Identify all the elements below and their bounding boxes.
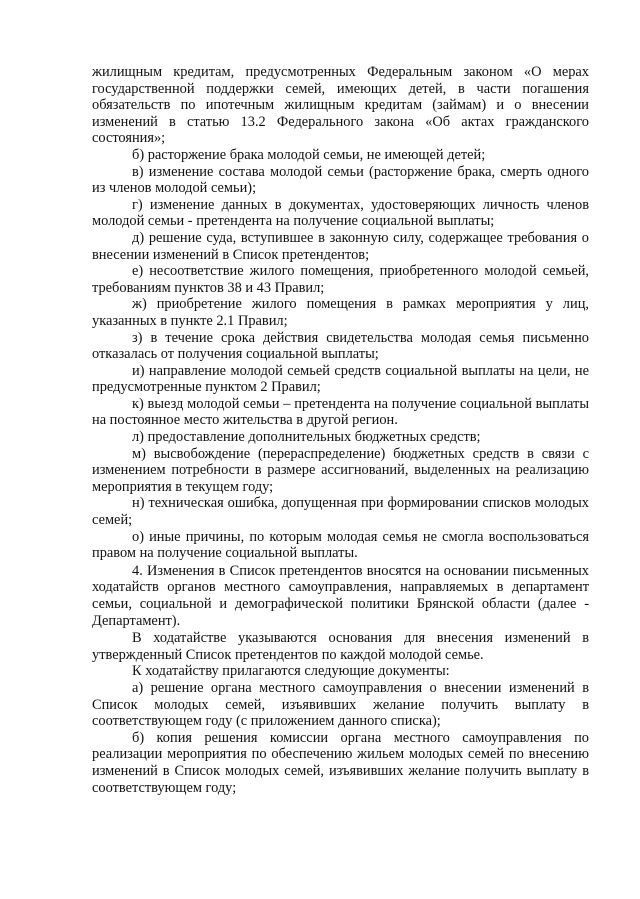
paragraph-item-z: з) в течение срока действия свидетельства молодая семья письменно отказалась от получения социальной выплаты; [92, 329, 589, 363]
paragraph-item-g: г) изменение данных в документах, удостоверяющих личность членов молодой семьи - претендента на получение социальной выплаты; [92, 196, 589, 230]
paragraph-item-b: б) расторжение брака молодой семьи, не имеющей детей; [132, 146, 486, 163]
paragraph-item-v: в) изменение состава молодой семьи (расторжение брака, смерть одного из членов молодой семьи); [92, 163, 589, 197]
paragraph-attachment-b: б) копия решения комиссии органа местного самоуправления по реализации мероприятия по обеспечению жильем молодых семей по внесению изменений в Список молодых семей, изъявивших желание получить выплату в соответствующем году; [92, 729, 589, 796]
paragraph-item-k: к) выезд молодой семьи – претендента на получение социальной выплаты на постоянное место жительства в другой регион. [92, 395, 589, 429]
paragraph-attachment-a: а) решение органа местного самоуправления о внесении изменений в Список молодых семей, изъявивших желание получить выплату в соответствующем году (с приложением данного списка); [92, 679, 589, 730]
paragraph-item-m: м) высвобождение (перераспределение) бюджетных средств в связи с изменением потребности в размере ассигнований, выделенных на реализацию мероприятия в текущем году; [92, 445, 589, 495]
paragraph-section-4: 4. Изменения в Список претендентов вносятся на основании письменных ходатайств органов местного самоуправления, направляемых в департамент семьи, социальной и демографической политики Брянской области (далее - Департамент). [92, 562, 589, 629]
paragraph-item-n: н) техническая ошибка, допущенная при формировании списков молодых семей; [92, 495, 589, 529]
paragraph-petition-grounds: В ходатайстве указываются основания для внесения изменений в утвержденный Список претендентов по каждой молодой семье. [92, 630, 589, 663]
paragraph-item-l: л) предоставление дополнительных бюджетных средств; [132, 429, 481, 446]
paragraph-continuation: жилищным кредитам, предусмотренных Федеральным законом «О мерах государственной поддержки семей, имеющих детей, в части погашения обязательств по ипотечным жилищным кредитам (займам) и о внесении изменений в статью 13.2 Федерального закона «Об актах гражданского состояния»; [92, 64, 589, 147]
document-body [92, 64, 589, 796]
paragraph-item-e: е) несоответствие жилого помещения, приобретенного молодой семьей, требованиям пунктов 38 и 43 Правил; [92, 263, 589, 296]
paragraph-item-o: о) иные причины, по которым молодая семья не смогла воспользоваться правом на получение социальной выплаты. [92, 528, 589, 562]
paragraph-item-zh: ж) приобретение жилого помещения в рамках мероприятия у лиц, указанных в пункте 2.1 Правил; [92, 296, 589, 329]
paragraph-attachments-intro: К ходатайству прилагаются следующие документы: [132, 663, 450, 680]
paragraph-item-i: и) направление молодой семьей средств социальной выплаты на цели, не предусмотренные пунктом 2 Правил; [92, 362, 589, 396]
paragraph-item-d: д) решение суда, вступившее в законную силу, содержащее требования о внесении изменений в Список претендентов; [92, 229, 589, 263]
